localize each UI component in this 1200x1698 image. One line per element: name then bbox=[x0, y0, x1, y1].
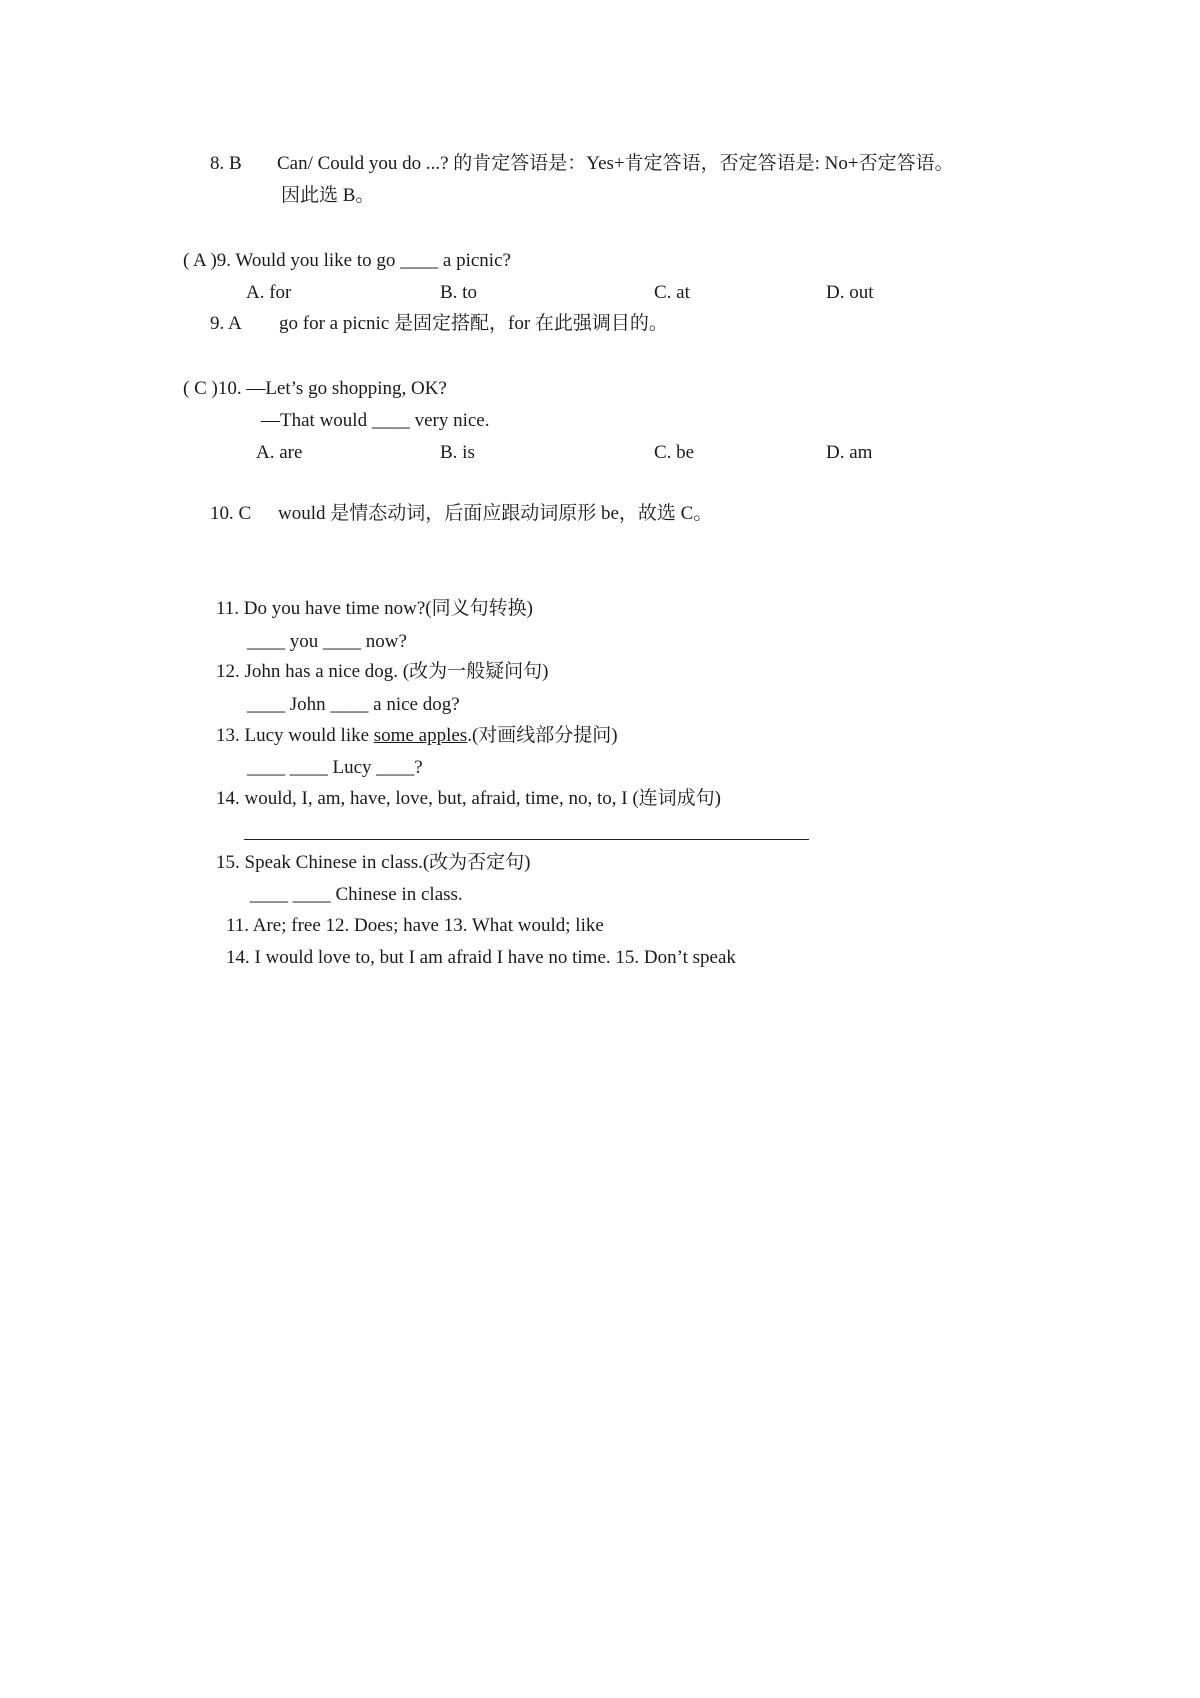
q10-option-b: B. is bbox=[440, 442, 475, 463]
q12-blank: ____ John ____ a nice dog? bbox=[247, 694, 460, 715]
q13-underlined-phrase: some apples bbox=[373, 725, 468, 746]
q8-explanation-line1: Can/ Could you do ...? 的肯定答语是：Yes+肯定答语，否定答语是: No+否定答语。 bbox=[277, 153, 954, 174]
q15-prompt: 15. Speak Chinese in class.(改为否定句) bbox=[216, 852, 531, 873]
q9-option-c: C. at bbox=[654, 282, 690, 303]
q13-blank: ____ ____ Lucy ____? bbox=[247, 757, 423, 778]
q9-option-a: A. for bbox=[246, 282, 292, 303]
q9-option-b: B. to bbox=[440, 282, 477, 303]
answers-line2: 14. I would love to, but I am afraid I have no time. 15. Don’t speak bbox=[226, 947, 736, 968]
q10-option-c: C. be bbox=[654, 442, 695, 463]
q10-explanation: would 是情态动词，后面应跟动词原形 be，故选 C。 bbox=[278, 503, 713, 524]
q11-blank: ____ you ____ now? bbox=[247, 631, 407, 652]
q10-option-d: D. am bbox=[826, 442, 873, 463]
q9-explanation: go for a picnic 是固定搭配，for 在此强调目的。 bbox=[279, 313, 668, 334]
q8-explanation-line2: 因此选 B。 bbox=[281, 185, 375, 206]
q13-prompt-start: 13. Lucy would like bbox=[216, 725, 374, 746]
q10-option-a: A. are bbox=[256, 442, 303, 463]
q8-answer-number: 8. B bbox=[210, 153, 242, 174]
q13-prompt bbox=[216, 724, 618, 748]
q11-prompt: 11. Do you have time now?(同义句转换) bbox=[216, 598, 533, 619]
q12-prompt: 12. John has a nice dog. (改为一般疑问句) bbox=[216, 661, 549, 682]
q14-answer-line bbox=[244, 839, 809, 840]
q15-blank: ____ ____ Chinese in class. bbox=[250, 884, 463, 905]
q9-option-d: D. out bbox=[826, 282, 874, 303]
q10-stem-line2: —That would ____ very nice. bbox=[261, 410, 490, 431]
answers-line1: 11. Are; free 12. Does; have 13. What would; like bbox=[226, 915, 604, 936]
q14-prompt: 14. would, I, am, have, love, but, afraid, time, no, to, I (连词成句) bbox=[216, 788, 721, 809]
q13-prompt-end: .(对画线部分提问) bbox=[467, 725, 618, 746]
q10-answer-number: 10. C bbox=[210, 503, 252, 524]
q9-stem: ( A )9. Would you like to go ____ a picnic? bbox=[183, 250, 511, 271]
q10-stem: ( C )10. —Let’s go shopping, OK? bbox=[183, 378, 447, 399]
q9-answer-number: 9. A bbox=[210, 313, 242, 334]
